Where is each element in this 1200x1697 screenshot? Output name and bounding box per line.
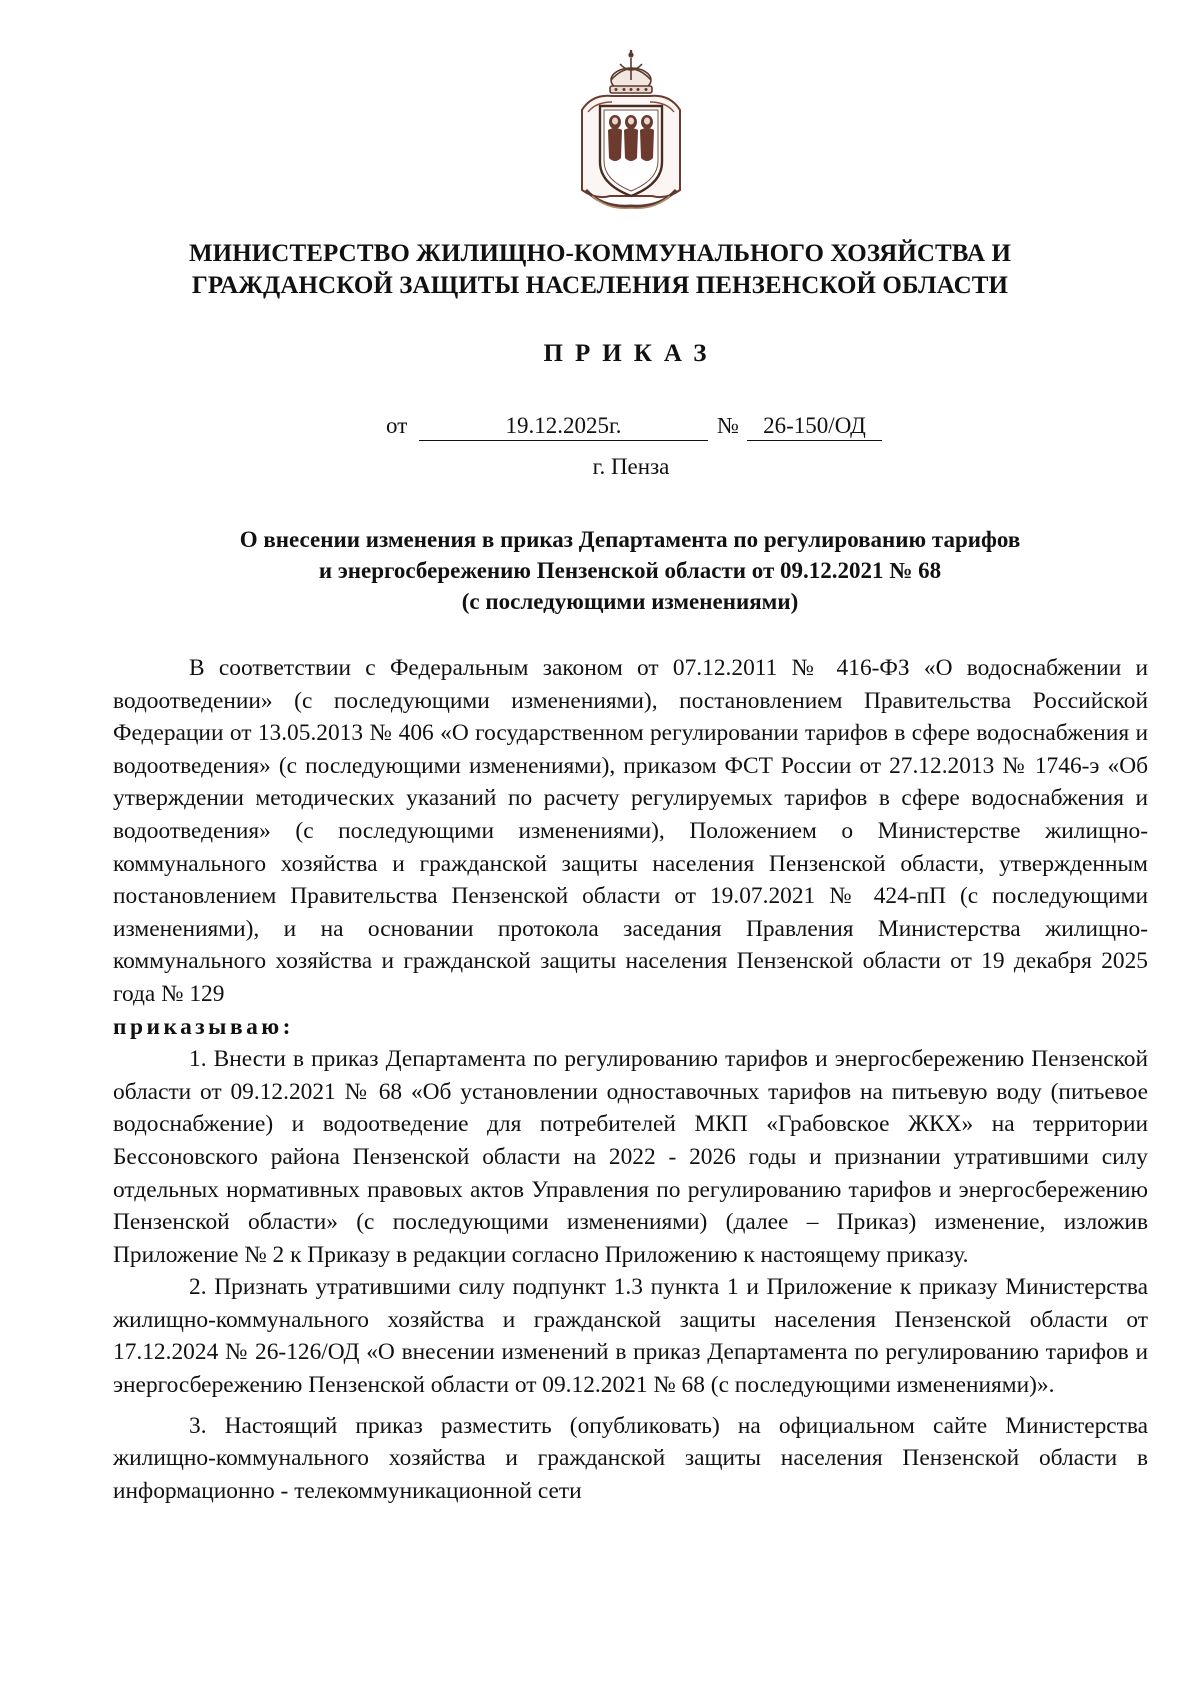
order-date: 19.12.2025г. bbox=[419, 413, 708, 441]
number-sign-label: № bbox=[717, 413, 739, 438]
ministry-name-line2: ГРАЖДАНСКОЙ ЗАЩИТЫ НАСЕЛЕНИЯ ПЕНЗЕНСКОЙ ОБЛАСТИ bbox=[191, 272, 1009, 299]
item-1-paragraph: 1. Внести в приказ Департамента по регулированию тарифов и энергосбережению Пензенской области от 09.12.2021 № 68 «Об установлении одноставочных тарифов на питьевую воду (питьевое водоснабжение) и водоотведение для потребителей МКП «Грабовское ЖКХ» на территории Бессоновского района Пензенской области на 2022 - 2026 годы и признании утратившими силу отдельных нормативных правовых актов Управления по регулированию тарифов и энергосбережению Пензенской области» (с последующими изменениями) (далее – Приказ) изменение, изложив Приложение № 2 к Приказу в редакции согласно Приложению к настоящему приказу. bbox=[113, 1046, 1148, 1268]
subject-line2: и энергосбережению Пензенской области от 09.12.2021 № 68 bbox=[318, 558, 942, 583]
preamble-paragraph: В соответствии с Федеральным законом от 07.12.2011 № 416-ФЗ «О водоснабжении и водоотведении» (с последующими изменениями), постановлением Правительства Российской Федерации от 13.05.2013 № 406 «О государственном регулировании тарифов в сфере водоснабжения и водоотведения» (с последующими изменениями), приказом ФСТ России от 27.12.2013 № 1746-э «Об утверждении методических указаний по расчету регулируемых тарифов в сфере водоснабжения и водоотведения» (с последующими изменениями), Положением о Министерстве жилищно-коммунального хозяйства и гражданской защиты населения Пензенской области, утвержденным постановлением Правительства Пензенской области от 19.07.2021 № 424-пП (с последующими изменениями), и на основании протокола заседания Правления Министерства жилищно-коммунального хозяйства и гражданской защиты населения Пензенской области от 19 декабря 2025 года № 129 bbox=[113, 655, 1148, 1007]
subject-line1: О внесении изменения в приказ Департамента по регулированию тарифов bbox=[239, 527, 1021, 552]
item-2-paragraph: 2. Признать утратившими силу подпункт 1.3 пункта 1 и Приложение к приказу Министерства жилищно-коммунального хозяйства и гражданской защиты населения Пензенской области от 17.12.2024 № 26-126/ОД «О внесении изменений в приказ Департамента по регулированию тарифов и энергосбережению Пензенской области от 09.12.2021 № 68 (с последующими изменениями)». bbox=[113, 1274, 1148, 1399]
document-type-title: ПРИКАЗ bbox=[543, 340, 719, 367]
date-prefix-label: от bbox=[386, 413, 408, 438]
ministry-name bbox=[100, 238, 1100, 302]
order-subject bbox=[130, 524, 1130, 617]
decree-word: приказываю: bbox=[113, 1013, 294, 1040]
order-city: г. Пенза bbox=[592, 454, 670, 479]
order-number: 26-150/ОД bbox=[747, 413, 882, 441]
ministry-name-line1: МИНИСТЕРСТВО ЖИЛИЩНО-КОММУНАЛЬНОГО ХОЗЯЙСТВА И bbox=[188, 240, 1012, 267]
order-body bbox=[113, 652, 1148, 1507]
subject-line3: (с последующими изменениями) bbox=[461, 589, 799, 614]
item-3-paragraph: 3. Настоящий приказ разместить (опубликовать) на официальном сайте Министерства жилищно-коммунального хозяйства и гражданской защиты населения Пензенской области в информационно - телекоммуникационной сети bbox=[113, 1412, 1148, 1504]
penza-region-coat-of-arms-icon bbox=[572, 50, 690, 210]
